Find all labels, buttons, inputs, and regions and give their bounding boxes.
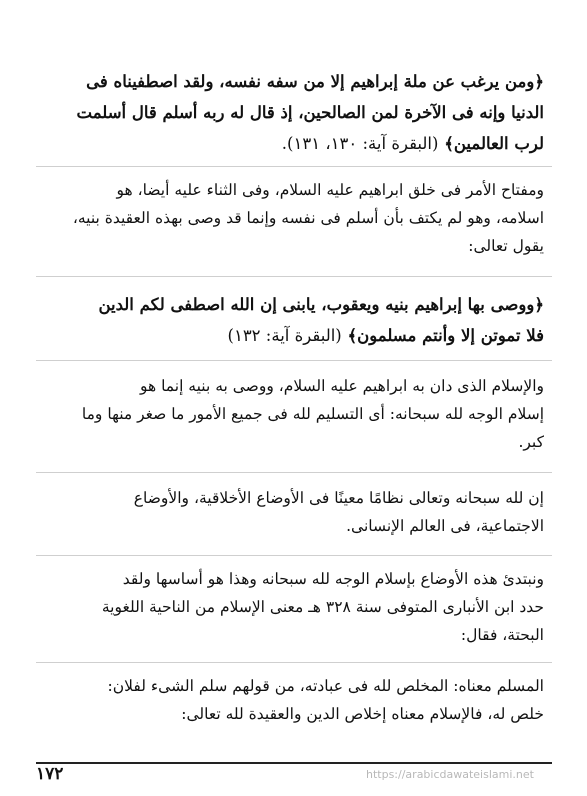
watermark-url: https://arabicdawateislami.net — [366, 768, 534, 781]
text-line: البحتة، فقال: — [460, 626, 544, 644]
text-line: ونبتدئ هذه الأوضاع بإسلام الوجه لله سبحانه وهذا هو أساسها ولقد — [122, 570, 544, 588]
text-line: ﴿ووصى بها إبراهيم بنيه ويعقوب، يابنى إن الله اصطفى لكم الدين — [98, 295, 544, 314]
text-line: خلص له، فالإسلام معناه إخلاص الدين والعقيدة لله تعالى: — [181, 705, 544, 723]
separator-line — [36, 360, 552, 361]
text-line: ومفتاح الأمر فى خلق ابراهيم عليه السلام، وفى الثناء عليه أيضا، هو — [116, 181, 544, 199]
page-number: ١٧٢ — [36, 764, 64, 784]
text-line: كبر. — [518, 433, 544, 451]
text-line — [44, 128, 544, 159]
separator-line — [36, 555, 552, 556]
paragraph-5 — [44, 484, 544, 540]
separator-line — [36, 662, 552, 663]
text-line: إسلام الوجه لله سبحانه: أى التسليم لله فى جميع الأمور ما صغر منها وما — [81, 405, 544, 423]
text-line: المسلم معناه: المخلص لله فى عبادته، من قولهم سلم الشىء لفلان: — [107, 677, 544, 695]
paragraph-2 — [44, 176, 544, 260]
verse-reference: (البقرة آية: ١٣٢) — [227, 326, 342, 345]
separator-line — [36, 472, 552, 473]
text-line: اسلامه، وهو لم يكتف بأن أسلم فى نفسه وإنما قد وصى بهذه العقيدة بنيه، — [72, 209, 544, 227]
quote-end: فلا تموتن إلا وأنتم مسلمون﴾ — [347, 326, 544, 345]
paragraph-6 — [44, 565, 544, 649]
text-line: إن لله سبحانه وتعالى نظامًا معينًا فى الأوضاع الأخلاقية، والأوضاع — [133, 489, 544, 507]
text-line — [44, 320, 544, 351]
quran-quote-1 — [44, 66, 544, 159]
text-line: حدد ابن الأنبارى المتوفى سنة ٣٢٨ هـ معنى الإسلام من الناحية اللغوية — [101, 598, 544, 616]
text-line: يقول تعالى: — [468, 237, 544, 255]
text-line: ﴿ومن يرغب عن ملة إبراهيم إلا من سفه نفسه، ولقد اصطفيناه فى — [86, 72, 544, 91]
page-footer — [36, 762, 552, 788]
paragraph-7 — [44, 672, 544, 728]
text-line: الدنيا وإنه فى الآخرة لمن الصالحين، إذ قال له ربه أسلم قال أسلمت — [76, 103, 544, 122]
quran-quote-2 — [44, 289, 544, 351]
separator-line — [36, 166, 552, 167]
quote-end: لرب العالمين﴾ — [444, 134, 544, 153]
separator-line — [36, 276, 552, 277]
text-line: الاجتماعية، فى العالم الإنسانى. — [346, 517, 544, 535]
text-line: والإسلام الذى دان به ابراهيم عليه السلام، ووصى به بنيه إنما هو — [139, 377, 544, 395]
paragraph-4 — [44, 372, 544, 456]
verse-reference: (البقرة آية: ١٣٠، ١٣١). — [281, 134, 439, 153]
